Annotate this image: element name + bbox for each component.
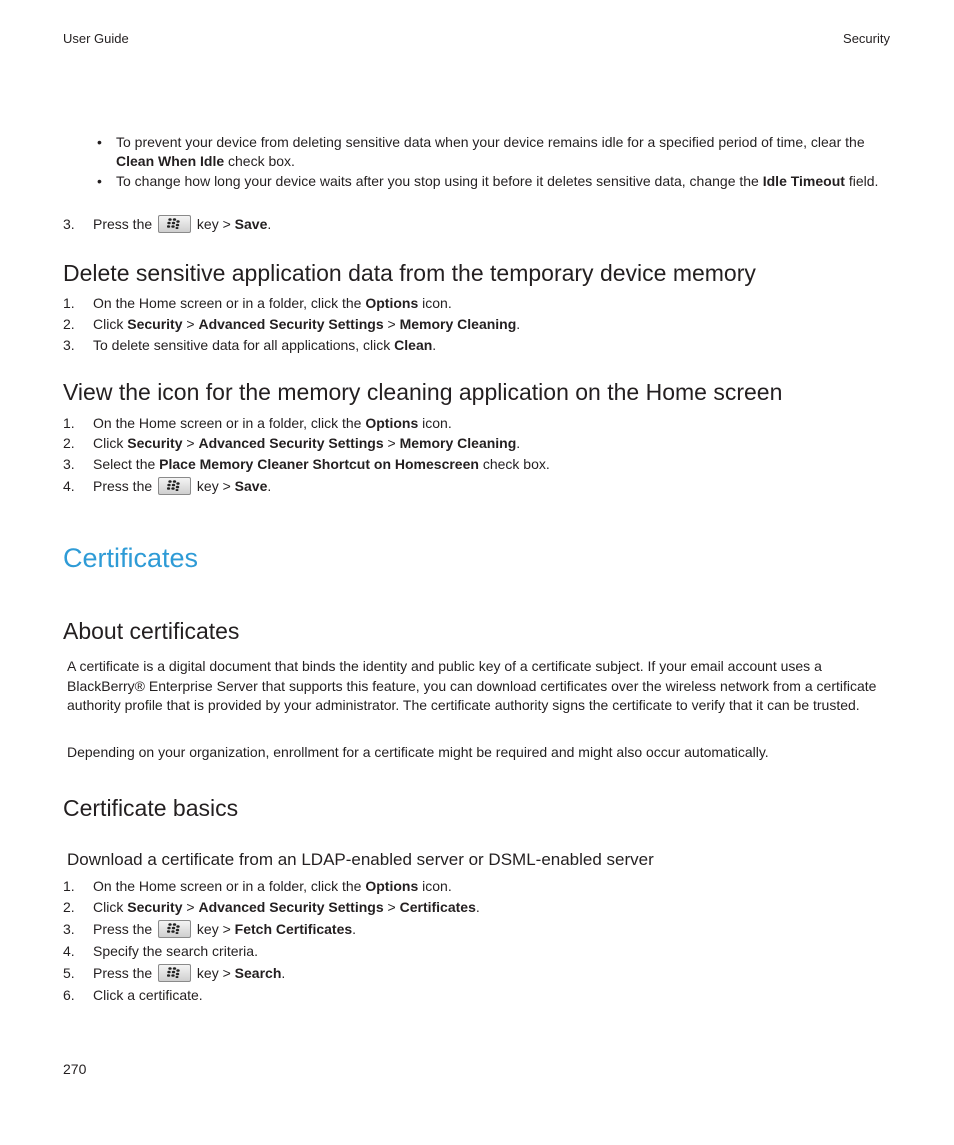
step-item: 2. Click Security > Advanced Security Settings > Memory Cleaning. <box>63 316 521 332</box>
step-item: 3. Press the key > Fetch Certificates. <box>63 921 357 937</box>
step-item: 2. Click Security > Advanced Security Settings > Certificates. <box>63 899 480 915</box>
blackberry-menu-key-icon <box>158 920 191 938</box>
page-number: 270 <box>63 1061 87 1077</box>
subsection-heading: Certificate basics <box>63 795 239 821</box>
step-item: 1. On the Home screen or in a folder, click the Options icon. <box>63 878 452 894</box>
paragraph: Depending on your organization, enrollment for a certificate might be required and might also occur automatically. <box>67 744 769 760</box>
step-item: 5. Press the key > Search. <box>63 965 286 981</box>
section-heading: View the icon for the memory cleaning application on the Home screen <box>63 379 783 405</box>
subsection-heading: About certificates <box>63 618 240 644</box>
bullet-item: • To change how long your device waits after you stop using it before it deletes sensitive data, change the Idle Timeout field. <box>97 173 879 189</box>
bullet-item: • To prevent your device from deleting sensitive data when your device remains idle for a specified period of time, clear the Clean When Idle check box. <box>97 134 865 169</box>
step-item: 2. Click Security > Advanced Security Settings > Memory Cleaning. <box>63 435 521 451</box>
running-header-title: User Guide <box>63 31 129 46</box>
step-item: 4. Press the key > Save. <box>63 478 272 494</box>
step-item: 6. Click a certificate. <box>63 987 203 1003</box>
step-item: 3. Press the key > Save. <box>63 216 272 232</box>
paragraph: A certificate is a digital document that binds the identity and public key of a certificate subject. If your email account uses a BlackBerry® Enterprise Server that supports this feature, you can download certificates over the wireless network from a certificate authority profile that is provided by your administrator. The certificate authority signs the certificate to verify that it can be trusted. <box>67 658 877 713</box>
blackberry-menu-key-icon <box>158 215 191 233</box>
step-item: 3. To delete sensitive data for all applications, click Clean. <box>63 337 437 353</box>
blackberry-menu-key-icon <box>158 477 191 495</box>
step-item: 1. On the Home screen or in a folder, click the Options icon. <box>63 295 452 311</box>
step-item: 3. Select the Place Memory Cleaner Shortcut on Homescreen check box. <box>63 456 550 472</box>
running-header-section: Security <box>843 31 890 46</box>
section-heading: Delete sensitive application data from the temporary device memory <box>63 260 756 286</box>
chapter-heading: Certificates <box>63 543 199 573</box>
step-item: 4. Specify the search criteria. <box>63 943 258 959</box>
task-heading: Download a certificate from an LDAP-enabled server or DSML-enabled server <box>67 850 654 869</box>
step-item: 1. On the Home screen or in a folder, click the Options icon. <box>63 415 452 431</box>
blackberry-menu-key-icon <box>158 964 191 982</box>
